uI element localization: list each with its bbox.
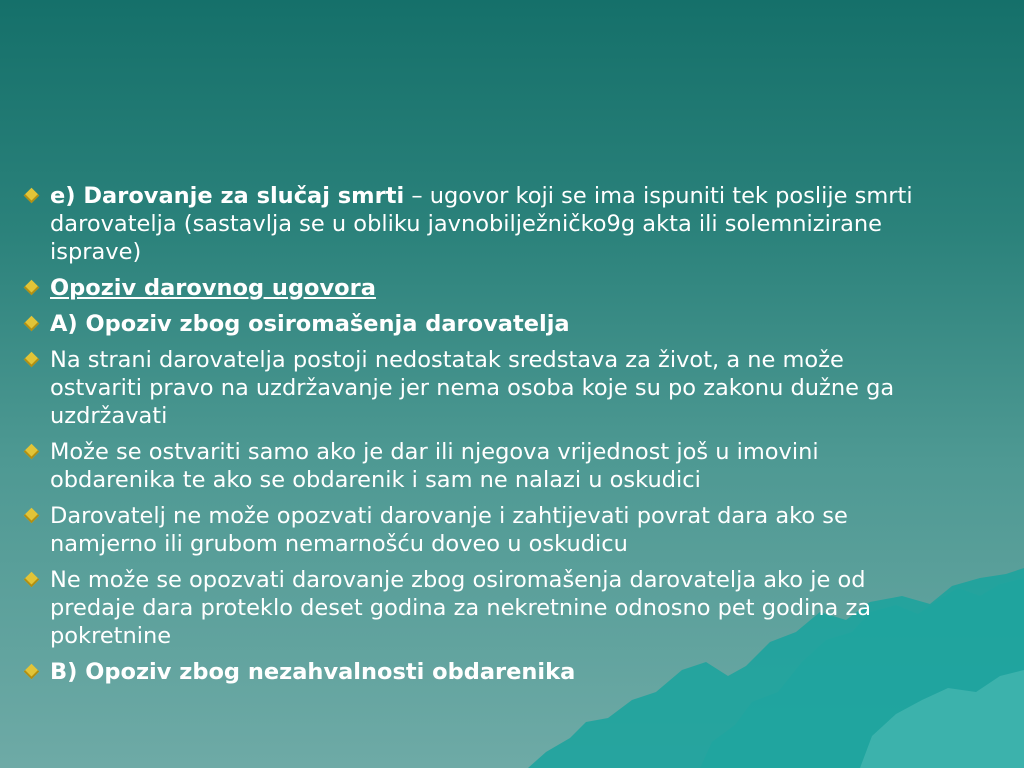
bullet-text xyxy=(50,182,942,266)
bullet-text: Ne može se opozvati darovanje zbog osiromašenja darovatelja ako je od predaje dara proteklo deset godina za nekretnine odnosno pet godina za pokretnine xyxy=(50,567,872,649)
diamond-bullet-icon xyxy=(12,566,50,585)
diamond-bullet-icon xyxy=(12,502,50,521)
bullet-text: Darovatelj ne može opozvati darovanje i zahtijevati povrat dara ako se namjerno ili grubom nemarnošću doveo u oskudicu xyxy=(50,503,848,557)
bullet-item xyxy=(12,182,942,266)
bullet-item xyxy=(12,274,942,302)
bullet-lead: e) Darovanje za slučaj smrti xyxy=(50,183,405,209)
diamond-bullet-icon xyxy=(12,182,50,201)
bullet-item xyxy=(12,658,942,686)
bullet-item xyxy=(12,346,942,430)
bullet-item xyxy=(12,310,942,338)
bullet-heading-underlined: Opoziv darovnog ugovora xyxy=(50,275,376,301)
diamond-bullet-icon xyxy=(12,274,50,293)
diamond-bullet-icon xyxy=(12,310,50,329)
bullet-rest: – ugovor koji se ima ispuniti tek poslije smrti darovatelja (sastavlja se u obliku javnobilježničko9g akta ili solemnizirane isprave) xyxy=(50,183,913,265)
bullet-item xyxy=(12,438,942,494)
bullet-list xyxy=(12,182,942,694)
diamond-bullet-icon xyxy=(12,346,50,365)
bullet-heading: B) Opoziv zbog nezahvalnosti obdarenika xyxy=(50,659,576,685)
bullet-item xyxy=(12,502,942,558)
diamond-bullet-icon xyxy=(12,658,50,677)
bullet-text: Na strani darovatelja postoji nedostatak sredstava za život, a ne može ostvariti pravo na uzdržavanje jer nema osoba koje su po zakonu dužne ga uzdržavati xyxy=(50,347,895,429)
bullet-item xyxy=(12,566,942,650)
bullet-text: Može se ostvariti samo ako je dar ili njegova vrijednost još u imovini obdarenika te ako se obdarenik i sam ne nalazi u oskudici xyxy=(50,439,819,493)
diamond-bullet-icon xyxy=(12,438,50,457)
bullet-heading: A) Opoziv zbog osiromašenja darovatelja xyxy=(50,311,570,337)
